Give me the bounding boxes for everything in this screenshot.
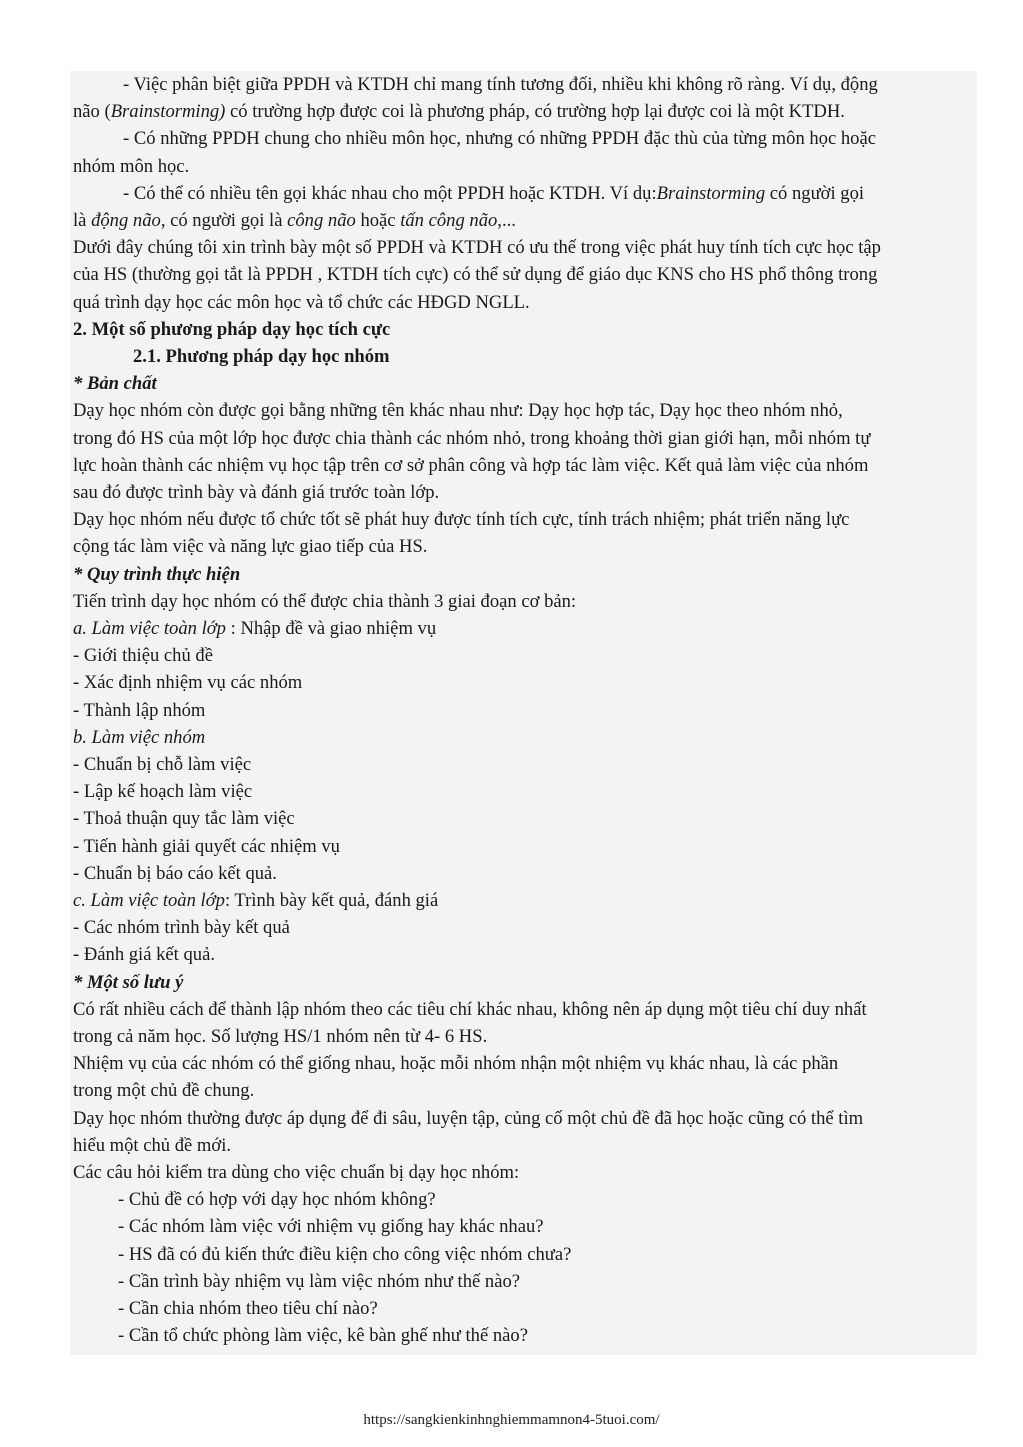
text-segment: tấn công não — [400, 210, 498, 231]
text-segment: nhóm môn học. — [73, 155, 190, 177]
text-segment: - Cần trình bày nhiệm vụ làm việc nhóm như thế nào? — [118, 1270, 520, 1292]
text-line — [73, 833, 340, 860]
text-line — [73, 697, 205, 724]
text-segment: Dạy học nhóm thường được áp dụng để đi sâu, luyện tập, củng cố một chủ đề đã học hoặc cũng có thể tìm — [73, 1107, 864, 1129]
text-segment: - Lập kế hoạch làm việc — [73, 781, 253, 803]
text-line — [118, 1295, 378, 1322]
text-segment: - Các nhóm làm việc với nhiệm vụ giống hay khác nhau? — [118, 1216, 544, 1238]
text-segment: Dạy học nhóm nếu được tổ chức tốt sẽ phát huy được tính tích cực, tính trách nhiệm; phát triển năng lực — [73, 509, 850, 531]
text-segment: - Cần chia nhóm theo tiêu chí nào? — [118, 1298, 378, 1319]
text-line — [73, 588, 576, 615]
text-line — [73, 969, 183, 996]
text-segment: 2.1. Phương pháp dạy học nhóm — [133, 346, 390, 367]
text-line — [73, 1023, 487, 1050]
text-segment: - Việc phân biệt giữa PPDH và KTDH chỉ mang tính tương đối, nhiều khi không rõ ràng. Ví dụ, động — [123, 74, 878, 95]
text-segment: - Chuẩn bị báo cáo kết quả. — [73, 862, 277, 884]
text-segment: hoặc — [355, 210, 401, 231]
text-segment: của HS (thường gọi tắt là PPDH , KTDH tích cực) có thể sử dụng để giáo dục KNS cho HS phổ thông trong — [73, 264, 878, 286]
text-segment: Các câu hỏi kiểm tra dùng cho việc chuẩn bị dạy học nhóm: — [73, 1162, 520, 1183]
footer-url[interactable]: https://sangkienkinhnghiemmamnon4-5tuoi.com/ — [363, 1412, 660, 1428]
text-line — [73, 397, 843, 424]
text-line — [73, 1050, 838, 1077]
text-line — [73, 941, 215, 968]
text-line — [73, 778, 252, 805]
text-line — [73, 805, 295, 832]
text-line — [73, 153, 189, 180]
text-line — [118, 1241, 571, 1268]
text-line — [73, 642, 213, 669]
text-line — [73, 207, 516, 234]
text-segment: : Nhập đề và giao nhiệm vụ — [225, 618, 437, 639]
text-line — [73, 1159, 519, 1186]
text-line — [123, 125, 876, 152]
text-segment: - HS đã có đủ kiến thức điều kiện cho công việc nhóm chưa? — [118, 1243, 572, 1265]
text-segment: - Thoả thuận quy tắc làm việc — [73, 808, 295, 830]
text-segment: công não — [287, 210, 356, 231]
text-line — [73, 316, 390, 343]
text-segment: quá trình dạy học các môn học và tổ chức các HĐGD NGLL. — [73, 291, 530, 313]
text-segment: - Xác định nhiệm vụ các nhóm — [73, 672, 303, 694]
text-line — [73, 98, 845, 125]
text-line — [118, 1186, 436, 1213]
text-line — [123, 71, 878, 98]
text-line — [73, 887, 438, 914]
text-line — [73, 261, 877, 288]
text-line — [73, 533, 427, 560]
text-segment: Có rất nhiều cách để thành lập nhóm theo các tiêu chí khác nhau, không nên áp dụng một tiêu chí duy nhất — [73, 998, 867, 1020]
text-segment: , có người gọi là — [160, 210, 288, 231]
text-segment: trong một chủ đề chung. — [73, 1080, 255, 1102]
text-line — [73, 370, 157, 397]
text-segment: : Trình bày kết quả, đánh giá — [224, 890, 439, 911]
text-segment: ,... — [497, 210, 516, 231]
text-line — [118, 1322, 528, 1349]
text-segment: Tiến trình dạy học nhóm có thể được chia thành 3 giai đoạn cơ bản: — [73, 590, 577, 612]
text-segment: Dưới đây chúng tôi xin trình bày một số PPDH và KTDH có ưu thế trong việc phát huy tính tích cực học tập — [73, 237, 881, 259]
text-segment: trong cả năm học. Số lượng HS/1 nhóm nên từ 4- 6 HS. — [73, 1026, 488, 1047]
text-line — [73, 289, 530, 316]
text-segment: * Quy trình thực hiện — [73, 563, 241, 585]
text-segment: * Bản chất — [73, 373, 157, 395]
text-line — [123, 180, 864, 207]
text-segment: động não — [91, 210, 161, 231]
text-line — [73, 234, 881, 261]
text-line — [73, 452, 868, 479]
text-segment: Brainstorming) — [110, 101, 226, 123]
text-line — [73, 724, 205, 751]
text-segment: 2. Một số phương pháp dạy học tích cực — [73, 318, 391, 340]
text-segment: * Một số lưu ý — [73, 971, 184, 993]
text-line — [73, 751, 251, 778]
text-segment: Nhiệm vụ của các nhóm có thể giống nhau, hoặc mỗi nhóm nhận một nhiệm vụ khác nhau, là các phần — [73, 1053, 839, 1075]
text-segment: - Có thể có nhiều tên gọi khác nhau cho một PPDH hoặc KTDH. Ví dụ: — [123, 182, 657, 204]
text-segment: - Các nhóm trình bày kết quả — [73, 917, 290, 939]
text-segment: - Chuẩn bị chỗ làm việc — [73, 754, 252, 775]
text-segment: hiểu một chủ đề mới. — [73, 1134, 232, 1156]
text-line — [73, 1077, 254, 1104]
text-line — [73, 425, 870, 452]
text-line — [73, 615, 436, 642]
text-segment: trong đó HS của một lớp học được chia thành các nhóm nhỏ, trong khoảng thời gian giới hạn, mỗi nhóm tự — [73, 427, 871, 449]
text-segment: - Đánh giá kết quả. — [73, 944, 215, 966]
text-line — [73, 561, 240, 588]
text-segment: có trường hợp được coi là phương pháp, có trường hợp lại được coi là một KTDH. — [225, 101, 845, 123]
document-page — [70, 71, 977, 1355]
text-segment: b. Làm việc nhóm — [73, 726, 206, 748]
text-segment: có người gọi — [765, 182, 865, 204]
text-line — [73, 996, 867, 1023]
text-line — [73, 506, 849, 533]
text-segment: Brainstorming — [656, 182, 766, 204]
text-line — [118, 1268, 520, 1295]
text-segment: - Chủ đề có hợp với dạy học nhóm không? — [118, 1189, 436, 1211]
text-segment: Dạy học nhóm còn được gọi bằng những tên khác nhau như: Dạy học hợp tác, Dạy học theo nhóm nhỏ, — [73, 400, 843, 422]
text-segment: não ( — [73, 101, 111, 123]
text-segment: - Tiến hành giải quyết các nhiệm vụ — [73, 835, 340, 857]
text-segment: - Có những PPDH chung cho nhiều môn học, nhưng có những PPDH đặc thù của từng môn học hoặc — [123, 128, 876, 150]
text-line — [73, 860, 277, 887]
text-line — [73, 1132, 231, 1159]
text-segment: c. Làm việc toàn lớp — [73, 890, 225, 911]
text-segment: sau đó được trình bày và đánh giá trước toàn lớp. — [73, 482, 440, 503]
text-segment: - Thành lập nhóm — [73, 699, 206, 721]
text-line — [73, 479, 439, 506]
text-line — [73, 669, 302, 696]
text-segment: cộng tác làm việc và năng lực giao tiếp của HS. — [73, 536, 428, 558]
text-line — [73, 914, 290, 941]
text-segment: a. Làm việc toàn lớp — [73, 618, 226, 639]
text-segment: - Giới thiệu chủ đề — [73, 645, 213, 667]
text-segment: - Cần tổ chức phòng làm việc, kê bàn ghế như thế nào? — [118, 1325, 528, 1347]
text-segment: là — [73, 210, 92, 231]
text-segment: lực hoàn thành các nhiệm vụ học tập trên cơ sở phân công và hợp tác làm việc. Kết quả làm việc của nhóm — [73, 454, 869, 476]
text-line — [133, 343, 390, 370]
text-line — [118, 1213, 544, 1240]
text-line — [73, 1105, 863, 1132]
